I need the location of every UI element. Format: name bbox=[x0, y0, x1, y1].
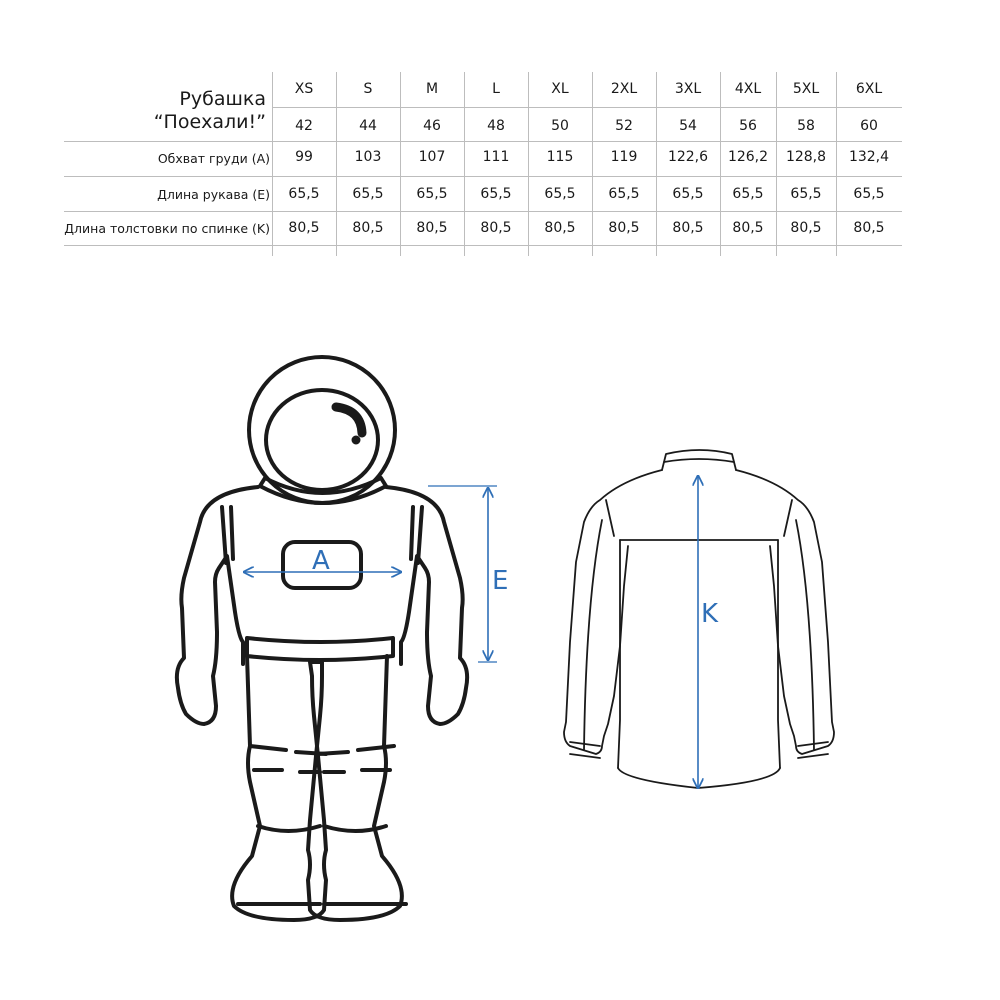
table-cell: 80,5 bbox=[288, 220, 320, 236]
table-cell: 80,5 bbox=[352, 220, 384, 236]
table-cell: 122,6 bbox=[667, 149, 709, 165]
size-header: L bbox=[492, 81, 500, 97]
table-cell: 126,2 bbox=[727, 149, 769, 165]
product-title-line2: “Поехали!” bbox=[153, 111, 266, 133]
table-cell: 115 bbox=[546, 149, 574, 165]
row-label-sleeve: Длина рукава (E) bbox=[157, 187, 270, 202]
table-cell: 80,5 bbox=[672, 220, 704, 236]
table-cell: 65,5 bbox=[672, 186, 704, 202]
table-cell: 65,5 bbox=[608, 186, 640, 202]
table-cell: 65,5 bbox=[288, 186, 320, 202]
size-header: M bbox=[425, 81, 439, 97]
size-header: XL bbox=[551, 81, 569, 97]
table-cell: 65,5 bbox=[416, 186, 448, 202]
ru-size: 50 bbox=[551, 118, 569, 134]
table-cell: 80,5 bbox=[790, 220, 822, 236]
table-cell: 65,5 bbox=[790, 186, 822, 202]
ru-size: 60 bbox=[860, 118, 878, 134]
ru-size: 58 bbox=[797, 118, 815, 134]
table-cell: 99 bbox=[295, 149, 313, 165]
size-header: XS bbox=[294, 81, 314, 97]
table-cell: 65,5 bbox=[853, 186, 885, 202]
ru-size: 52 bbox=[615, 118, 633, 134]
size-header: S bbox=[363, 81, 373, 97]
table-cell: 128,8 bbox=[785, 149, 827, 165]
ru-size: 48 bbox=[487, 118, 505, 134]
table-cell: 132,4 bbox=[848, 149, 890, 165]
ru-size: 54 bbox=[679, 118, 697, 134]
chest-label: A bbox=[312, 546, 330, 576]
size-header: 4XL bbox=[734, 81, 762, 97]
product-title-line1: Рубашка bbox=[179, 88, 266, 110]
shirt-back-figure bbox=[564, 450, 834, 788]
size-header: 3XL bbox=[674, 81, 702, 97]
size-header: 5XL bbox=[792, 81, 820, 97]
back-length-label: K bbox=[701, 599, 719, 629]
table-cell: 80,5 bbox=[853, 220, 885, 236]
table-cell: 103 bbox=[354, 149, 382, 165]
table-cell: 111 bbox=[482, 149, 510, 165]
table-cell: 65,5 bbox=[480, 186, 512, 202]
table-cell: 80,5 bbox=[480, 220, 512, 236]
ru-size: 56 bbox=[739, 118, 757, 134]
size-header: 6XL bbox=[855, 81, 883, 97]
table-cell: 119 bbox=[610, 149, 638, 165]
ru-size: 44 bbox=[359, 118, 377, 134]
size-header: 2XL bbox=[610, 81, 638, 97]
sleeve-label: E bbox=[492, 566, 509, 596]
table-cell: 65,5 bbox=[732, 186, 764, 202]
ru-size: 42 bbox=[295, 118, 313, 134]
ru-size: 46 bbox=[423, 118, 441, 134]
table-cell: 65,5 bbox=[352, 186, 384, 202]
table-cell: 80,5 bbox=[608, 220, 640, 236]
table-cell: 65,5 bbox=[544, 186, 576, 202]
row-label-chest: Обхват груди (A) bbox=[157, 151, 270, 166]
table-cell: 80,5 bbox=[732, 220, 764, 236]
table-cell: 80,5 bbox=[544, 220, 576, 236]
table-cell: 107 bbox=[418, 149, 446, 165]
row-label-back-length: Длина толстовки по спинке (K) bbox=[64, 221, 270, 236]
astronaut-figure bbox=[177, 357, 467, 920]
table-cell: 80,5 bbox=[416, 220, 448, 236]
